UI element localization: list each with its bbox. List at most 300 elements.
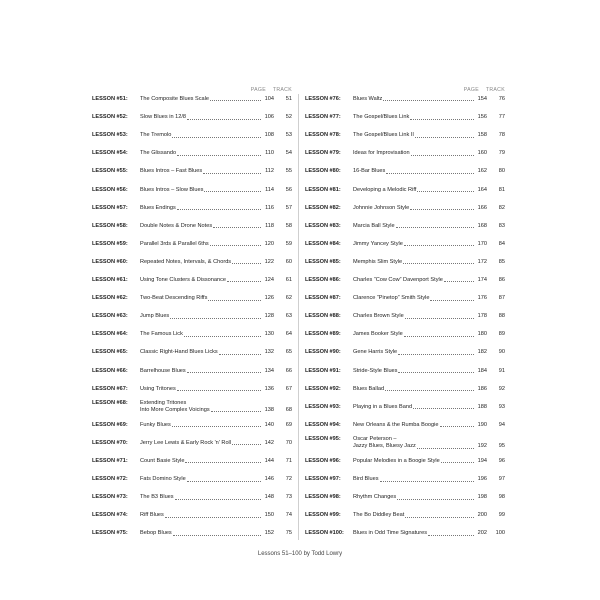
- toc-entry: [305, 512, 505, 519]
- lesson-number: LESSON #84:: [305, 240, 341, 247]
- dot-leader: [232, 444, 261, 445]
- toc-entry: [305, 150, 505, 157]
- page-number: 150: [264, 512, 274, 519]
- lesson-title: Marcia Ball Style: [353, 222, 395, 229]
- lesson-number: LESSON #69:: [92, 421, 128, 428]
- track-number: 83: [498, 222, 505, 229]
- lesson-number: LESSON #80:: [305, 168, 341, 175]
- lesson-title: Clarence “Pinetop” Smith Style: [353, 295, 430, 302]
- lesson-title: The Bo Diddley Beat: [353, 512, 405, 519]
- lesson-number: LESSON #85:: [305, 258, 341, 265]
- toc-entry: [92, 96, 292, 103]
- dot-leader: [187, 372, 261, 373]
- dot-leader: [175, 499, 261, 500]
- dot-leader: [219, 354, 261, 355]
- toc-entry: [92, 476, 292, 483]
- lesson-number: LESSON #77:: [305, 114, 341, 121]
- toc-entry: [305, 331, 505, 338]
- dot-leader: [403, 263, 474, 264]
- track-number: 87: [498, 295, 505, 302]
- page-number: 134: [264, 367, 274, 374]
- toc-entry-line: [305, 295, 505, 302]
- track-number: 88: [498, 313, 505, 320]
- track-number: 65: [285, 349, 292, 356]
- page-number: 104: [264, 96, 274, 102]
- dot-leader: [413, 408, 474, 409]
- dot-leader: [232, 263, 261, 264]
- toc-entry-line: [92, 407, 292, 414]
- page-number: 120: [264, 240, 274, 247]
- lesson-number: LESSON #53:: [92, 132, 128, 139]
- toc-entry: [305, 168, 505, 175]
- toc-entry: [92, 400, 292, 414]
- lesson-number: LESSON #96:: [305, 458, 341, 464]
- toc-entry: [305, 349, 505, 356]
- lesson-title: The Famous Lick: [140, 331, 183, 338]
- lesson-title: Blues Endings: [140, 204, 176, 211]
- track-number: 60: [285, 258, 292, 265]
- toc-entry-line: [305, 132, 505, 139]
- dot-leader: [397, 499, 474, 500]
- page-number: 160: [477, 150, 487, 157]
- track-number: 82: [498, 204, 505, 211]
- lesson-title: Johnnie Johnson Style: [353, 204, 410, 211]
- toc-entry: [92, 241, 292, 248]
- dot-leader: [227, 281, 261, 282]
- lesson-title: Ideas for Improvisation: [353, 150, 410, 157]
- toc-entry: [305, 259, 505, 266]
- lesson-number: LESSON #62:: [92, 295, 128, 302]
- toc-entry-line: [92, 458, 292, 465]
- page-number: 148: [264, 494, 274, 501]
- page-number: 186: [477, 385, 487, 392]
- lesson-title: Gene Harris Style: [353, 349, 398, 356]
- toc-entry-line: [305, 277, 505, 284]
- lesson-title: Developing a Melodic Riff: [353, 186, 417, 193]
- toc-entry: [92, 331, 292, 338]
- toc-entry-line: [305, 386, 505, 393]
- track-number: 64: [285, 331, 292, 338]
- dot-leader: [398, 372, 474, 373]
- page-number: 164: [477, 186, 487, 193]
- track-number: 53: [285, 132, 292, 139]
- toc-entry-line: [92, 530, 292, 537]
- toc-entry: [92, 205, 292, 212]
- toc-column-left: [92, 84, 292, 537]
- track-number: 94: [498, 421, 505, 428]
- dot-leader: [380, 481, 475, 482]
- page-number: 194: [477, 458, 487, 464]
- lesson-title: The B3 Blues: [140, 494, 174, 501]
- dot-leader: [185, 462, 261, 463]
- track-number: 70: [285, 439, 292, 446]
- page-number: 176: [477, 295, 487, 302]
- dot-leader: [203, 173, 261, 174]
- page-number: 184: [477, 367, 487, 374]
- lesson-title: Charles Brown Style: [353, 313, 404, 320]
- track-number: 61: [285, 277, 292, 283]
- toc-entry: [305, 476, 505, 483]
- toc-entry: [92, 223, 292, 230]
- dot-leader: [385, 390, 474, 391]
- track-number: 91: [498, 367, 505, 374]
- dot-leader: [417, 191, 474, 192]
- dot-leader: [208, 300, 261, 301]
- lesson-number: LESSON #64:: [92, 331, 128, 338]
- lesson-number: LESSON #82:: [305, 204, 341, 211]
- toc-entry-line: [92, 168, 292, 175]
- page-number: 182: [477, 349, 487, 356]
- toc-entry: [92, 132, 292, 139]
- dot-leader: [170, 318, 261, 319]
- lesson-title: Stride-Style Blues: [353, 367, 398, 374]
- toc-entry: [305, 277, 505, 284]
- page-number: 146: [264, 476, 274, 483]
- toc-entry-line: [92, 400, 292, 407]
- track-number: 71: [285, 458, 292, 464]
- page-number: 178: [477, 313, 487, 320]
- page-number: 126: [264, 295, 274, 302]
- toc-entry-line: [92, 205, 292, 212]
- toc-entry-line: [305, 241, 505, 248]
- lesson-number: LESSON #66:: [92, 367, 128, 374]
- lesson-number: LESSON #74:: [92, 512, 128, 519]
- track-number: 100: [495, 530, 505, 537]
- page-number: 106: [264, 114, 274, 121]
- track-number: 73: [285, 494, 292, 501]
- track-number: 96: [498, 458, 505, 464]
- track-number: 57: [285, 204, 292, 211]
- track-number: 97: [498, 476, 505, 483]
- lesson-title: Riff Blues: [140, 512, 164, 519]
- toc-entry-line: [305, 458, 505, 465]
- page-number: 162: [477, 168, 487, 175]
- toc-entry-line: [305, 223, 505, 230]
- dot-leader: [404, 336, 474, 337]
- lesson-number: LESSON #78:: [305, 132, 341, 139]
- lesson-number: LESSON #52:: [92, 114, 128, 121]
- lesson-number: LESSON #55:: [92, 168, 128, 175]
- track-number: 66: [285, 367, 292, 374]
- dot-leader: [184, 336, 261, 337]
- toc-entry-line: [305, 443, 505, 450]
- page-number: 122: [264, 258, 274, 265]
- page-number: 128: [264, 313, 274, 320]
- page-number: 200: [477, 512, 487, 519]
- lesson-title: Jump Blues: [140, 313, 170, 320]
- track-number: 81: [498, 186, 505, 193]
- lesson-number: LESSON #94:: [305, 421, 341, 428]
- track-number: 58: [285, 222, 292, 229]
- toc-entry: [305, 313, 505, 320]
- page-number: 110: [265, 150, 274, 157]
- toc-entry-line: [305, 436, 505, 443]
- toc-entry: [92, 349, 292, 356]
- track-number: 68: [285, 406, 292, 413]
- toc-entry: [92, 494, 292, 501]
- toc-entry-line: [92, 96, 292, 103]
- column-header: [92, 84, 292, 96]
- lesson-title: Jazzy Blues, Bluesy Jazz: [353, 443, 416, 450]
- page-header: PAGE: [250, 87, 266, 93]
- toc-entry: [92, 277, 292, 284]
- dot-leader: [410, 119, 474, 120]
- lesson-number: LESSON #100:: [305, 530, 344, 537]
- dot-leader: [404, 245, 474, 246]
- track-header: TRACK: [272, 87, 292, 93]
- toc-entry-line: [92, 494, 292, 501]
- page-number: 192: [477, 443, 487, 450]
- lesson-title: Extending Tritones: [140, 400, 187, 407]
- page-number: 198: [477, 494, 487, 501]
- page-number: 196: [477, 476, 487, 483]
- track-number: 69: [285, 421, 292, 428]
- toc-entry: [92, 187, 292, 194]
- lesson-title: Memphis Slim Style: [353, 258, 403, 265]
- page-number: 108: [264, 132, 274, 139]
- lesson-title: Barrelhouse Blues: [140, 367, 186, 374]
- lesson-title: Classic Right-Hand Blues Licks: [140, 349, 218, 356]
- dot-leader: [428, 535, 474, 536]
- toc-entry: [305, 96, 505, 103]
- lesson-number: LESSON #54:: [92, 150, 128, 157]
- page-number: 142: [264, 439, 274, 446]
- toc-entry-line: [92, 150, 292, 157]
- toc-entry: [92, 512, 292, 519]
- toc-entry: [305, 436, 505, 450]
- toc-entry-line: [92, 422, 292, 429]
- track-number: 51: [285, 96, 292, 102]
- track-number: 54: [285, 150, 292, 157]
- dot-leader: [211, 411, 261, 412]
- toc-entry: [305, 494, 505, 501]
- track-number: 72: [285, 476, 292, 483]
- track-number: 80: [498, 168, 505, 175]
- toc-entry: [305, 386, 505, 393]
- track-number: 99: [498, 512, 505, 519]
- toc-entry-line: [305, 422, 505, 429]
- lesson-number: LESSON #98:: [305, 494, 341, 501]
- page-caption: Lessons 51–100 by Todd Lowry: [257, 551, 343, 557]
- toc-entry: [92, 422, 292, 429]
- lesson-number: LESSON #99:: [305, 512, 341, 519]
- track-number: 93: [498, 403, 505, 410]
- lesson-number: LESSON #93:: [305, 403, 341, 410]
- toc-entry: [305, 241, 505, 248]
- dot-leader: [177, 390, 261, 391]
- dot-leader: [405, 517, 474, 518]
- track-number: 86: [498, 277, 505, 283]
- page-number: 168: [477, 222, 487, 229]
- page-number: 130: [264, 331, 274, 338]
- lesson-title: The Tremolo: [140, 132, 172, 139]
- toc-entry: [305, 530, 505, 537]
- dot-leader: [444, 281, 474, 282]
- lesson-number: LESSON #68:: [92, 400, 128, 407]
- toc-entry-line: [305, 349, 505, 356]
- track-number: 75: [285, 530, 292, 537]
- lesson-number: LESSON #83:: [305, 222, 341, 229]
- lesson-number: LESSON #70:: [92, 439, 128, 446]
- page-number: 136: [264, 385, 274, 392]
- dot-leader: [386, 173, 474, 174]
- lesson-title: New Orleans & the Rumba Boogie: [353, 421, 439, 428]
- page-number: 190: [477, 421, 487, 428]
- toc-entry-line: [305, 205, 505, 212]
- toc-entry: [305, 114, 505, 121]
- lesson-number: LESSON #89:: [305, 331, 341, 338]
- toc-entry-line: [92, 259, 292, 266]
- lesson-title: Using Tone Clusters & Dissonance: [140, 277, 227, 283]
- dot-leader: [430, 300, 474, 301]
- toc-entry-line: [92, 440, 292, 447]
- toc-entry: [305, 205, 505, 212]
- track-number: 63: [285, 313, 292, 320]
- track-number: 59: [285, 240, 292, 247]
- lesson-title: Blues Intros – Slow Blues: [140, 186, 204, 193]
- page-number: 114: [265, 186, 274, 193]
- track-number: 89: [498, 331, 505, 338]
- page-number: 172: [477, 258, 487, 265]
- lesson-number: LESSON #71:: [92, 458, 128, 464]
- lesson-title: Blues in Odd Time Signatures: [353, 530, 427, 537]
- lesson-title: Blues Waltz: [353, 96, 383, 102]
- lesson-title: Two-Beat Descending Riffs: [140, 295, 208, 302]
- lesson-title: Funky Blues: [140, 421, 171, 428]
- lesson-title: Blues Intros – Fast Blues: [140, 168, 203, 175]
- toc-entry: [305, 458, 505, 465]
- lesson-title: Charles “Cow Cow” Davenport Style: [353, 277, 443, 283]
- toc-entry-line: [305, 512, 505, 519]
- lesson-number: LESSON #92:: [305, 385, 341, 392]
- lesson-title: James Booker Style: [353, 331, 403, 338]
- dot-leader: [177, 155, 261, 156]
- track-number: 56: [285, 186, 292, 193]
- lesson-number: LESSON #90:: [305, 349, 341, 356]
- dot-leader: [172, 137, 261, 138]
- lesson-number: LESSON #97:: [305, 476, 341, 483]
- lesson-title: Double Notes & Drone Notes: [140, 222, 213, 229]
- lesson-title: Using Tritones: [140, 385, 176, 392]
- lesson-title: 16-Bar Blues: [353, 168, 386, 175]
- toc-entry-line: [305, 259, 505, 266]
- toc-entry-line: [92, 187, 292, 194]
- lesson-title: Jimmy Yancey Style: [353, 240, 403, 247]
- lesson-title: Bebop Blues: [140, 530, 172, 537]
- dot-leader: [415, 137, 474, 138]
- dot-leader: [383, 100, 474, 101]
- track-number: 55: [285, 168, 292, 175]
- page-number: 158: [477, 132, 487, 139]
- toc-entry-line: [305, 96, 505, 103]
- track-number: 52: [285, 114, 292, 121]
- dot-leader: [173, 535, 261, 536]
- toc-entry: [305, 422, 505, 429]
- dot-leader: [187, 119, 261, 120]
- lesson-title: Jerry Lee Lewis & Early Rock 'n' Roll: [140, 439, 232, 446]
- lesson-title: Fats Domino Style: [140, 476, 186, 483]
- page-number: 170: [477, 240, 487, 247]
- toc-entry-line: [305, 187, 505, 194]
- dot-leader: [441, 462, 474, 463]
- toc-entry: [92, 168, 292, 175]
- toc-entry-line: [305, 404, 505, 411]
- lesson-number: LESSON #59:: [92, 240, 128, 247]
- toc-column-right: [305, 84, 505, 537]
- toc-entry: [92, 259, 292, 266]
- lesson-number: LESSON #67:: [92, 385, 128, 392]
- toc-entry-line: [92, 349, 292, 356]
- toc-entry: [92, 313, 292, 320]
- page-number: 144: [264, 458, 274, 464]
- dot-leader: [411, 155, 474, 156]
- toc-entry-line: [305, 494, 505, 501]
- page-number: 174: [477, 277, 487, 283]
- toc-entry: [305, 132, 505, 139]
- track-number: 98: [498, 494, 505, 501]
- toc-entry-line: [305, 168, 505, 175]
- lesson-number: LESSON #87:: [305, 295, 341, 302]
- lesson-title: Popular Melodies in a Boogie Style: [353, 458, 440, 464]
- toc-entry-line: [92, 313, 292, 320]
- page-number: 140: [264, 421, 274, 428]
- lesson-title: Parallel 3rds & Parallel 6ths: [140, 240, 209, 247]
- dot-leader: [210, 245, 261, 246]
- toc-entry-line: [92, 277, 292, 284]
- lesson-number: LESSON #73:: [92, 494, 128, 501]
- toc-entry-line: [305, 530, 505, 537]
- lesson-number: LESSON #56:: [92, 186, 128, 193]
- page-number: 188: [477, 403, 487, 410]
- lesson-number: LESSON #95:: [305, 436, 341, 443]
- lesson-number: LESSON #65:: [92, 349, 128, 356]
- toc-entry: [92, 458, 292, 465]
- lesson-number: LESSON #75:: [92, 530, 128, 537]
- track-number: 90: [498, 349, 505, 356]
- toc-entry-line: [92, 368, 292, 375]
- track-number: 95: [498, 443, 505, 450]
- page-number: 132: [264, 349, 274, 356]
- lesson-title: The Gospel/Blues Link II: [353, 132, 414, 139]
- page-number: 152: [264, 530, 274, 537]
- dot-leader: [213, 227, 261, 228]
- toc-entry: [305, 187, 505, 194]
- lesson-title: The Gospel/Blues Link: [353, 114, 410, 121]
- lesson-title: Blues Ballad: [353, 385, 385, 392]
- lesson-number: LESSON #60:: [92, 258, 128, 265]
- lesson-title: The Glissando: [140, 150, 177, 157]
- lesson-title: Count Basie Style: [140, 458, 185, 464]
- lesson-number: LESSON #88:: [305, 313, 341, 320]
- toc-entry-line: [92, 512, 292, 519]
- dot-leader: [172, 426, 261, 427]
- lesson-title: The Composite Blues Scale: [140, 96, 210, 102]
- dot-leader: [210, 100, 261, 101]
- toc-entry-line: [92, 386, 292, 393]
- dot-leader: [410, 209, 474, 210]
- toc-entry-line: [305, 150, 505, 157]
- dot-leader: [187, 481, 261, 482]
- lesson-title: Playing in a Blues Band: [353, 403, 413, 410]
- toc-entry: [305, 223, 505, 230]
- toc-entry-line: [305, 313, 505, 320]
- page-number: 112: [265, 168, 274, 175]
- track-number: 74: [285, 512, 292, 519]
- track-number: 84: [498, 240, 505, 247]
- dot-leader: [204, 191, 261, 192]
- toc-entry-line: [92, 476, 292, 483]
- lesson-title: Oscar Peterson –: [353, 436, 397, 443]
